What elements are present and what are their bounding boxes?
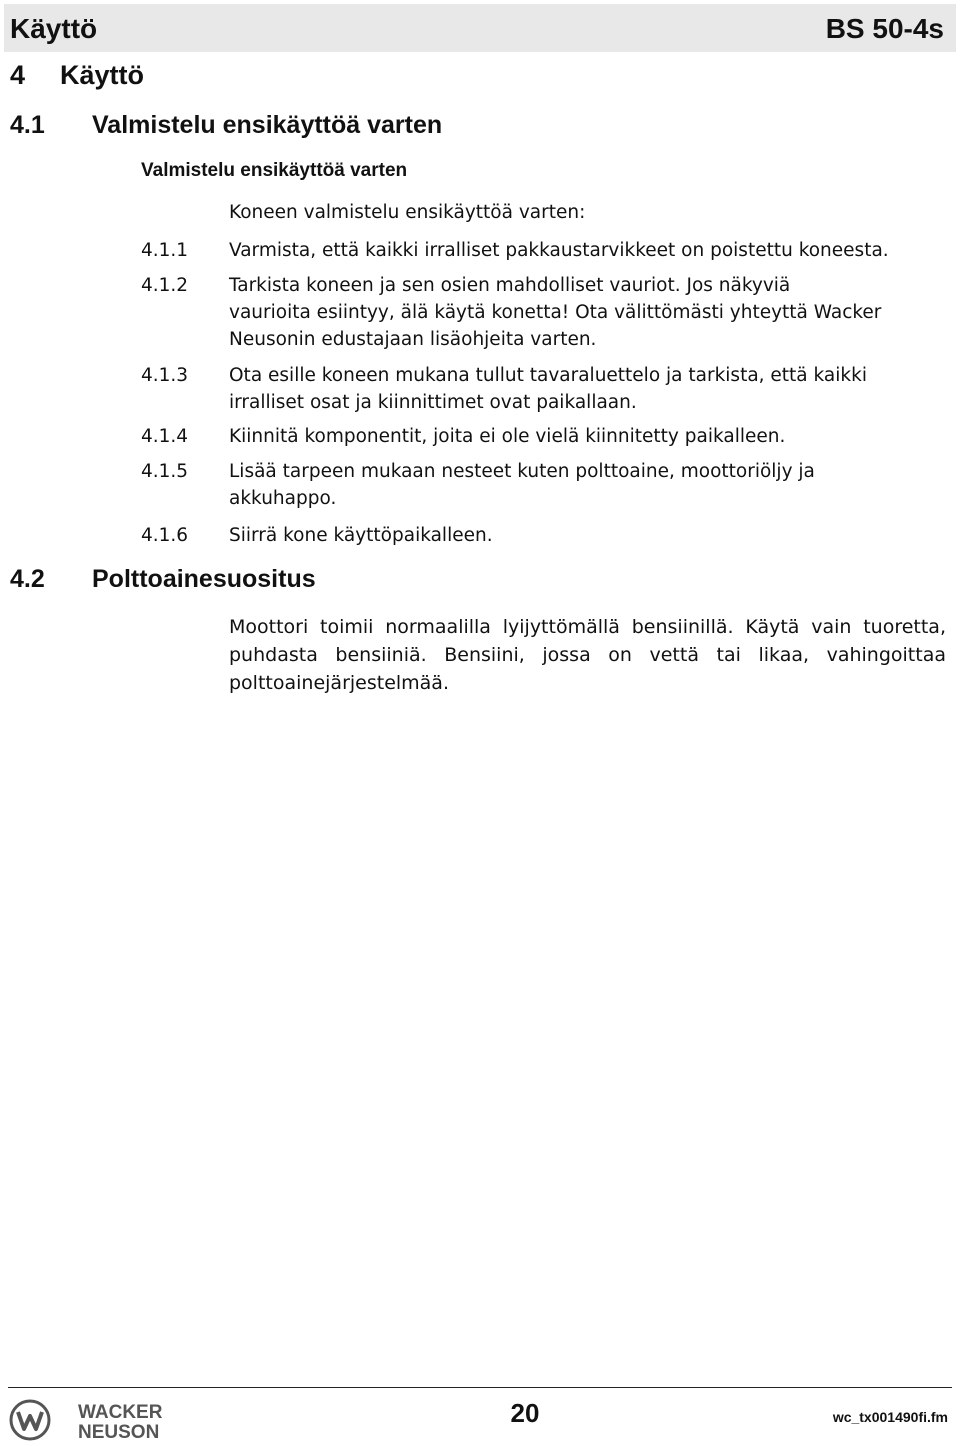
section-heading	[10, 60, 144, 91]
section-number: 4	[10, 60, 26, 90]
step-number: 4.1.4	[141, 426, 189, 447]
page-header	[4, 4, 956, 52]
logo-w-icon	[18, 1412, 42, 1429]
step-number: 4.1.6	[141, 525, 189, 546]
step-line: Varmista, että kaikki irralliset pakkaustarvikkeet on poistettu koneesta.	[229, 240, 889, 261]
subsection-heading-1	[10, 111, 442, 140]
subheading: Valmistelu ensikäyttöä varten	[141, 160, 408, 181]
header-chapter: Käyttö	[10, 13, 98, 44]
header-model: BS 50-4s	[825, 13, 944, 44]
step-line: Ota esille koneen mukana tullut tavaraluettelo ja tarkista, että kaikki	[229, 365, 867, 386]
step-text	[229, 362, 941, 416]
subsection-heading-2	[10, 565, 316, 594]
page-number: 20	[510, 1398, 540, 1428]
step-text	[229, 237, 941, 264]
step-text	[229, 272, 941, 353]
step-number: 4.1.1	[141, 240, 189, 261]
fuel-paragraph: Moottori toimii normaalilla lyijyttömällä bensiinillä. Käytä vain tuoretta, puhdasta bensiiniä. Bensiini, jossa on vettä tai likaa, vahingoittaa polttoainejärjestelmää.	[229, 616, 946, 694]
step-text	[229, 522, 941, 549]
step-number: 4.1.5	[141, 461, 189, 482]
source-filename: wc_tx001490fi.fm	[832, 1409, 948, 1425]
step-line: irralliset osat ja kiinnittimet ovat paikallaan.	[229, 392, 637, 413]
step-line: Siirrä kone käyttöpaikalleen.	[229, 525, 493, 546]
wacker-neuson-logo	[8, 1398, 208, 1442]
step-line: Tarkista koneen ja sen osien mahdolliset vauriot. Jos näkyviä	[229, 275, 791, 296]
step-line: vaurioita esiintyy, älä käytä konetta! Ota välittömästi yhteyttä Wacker	[229, 302, 882, 323]
subsection-title: Polttoainesuositus	[92, 565, 316, 593]
logo-text-1: WACKER	[78, 1402, 163, 1423]
step-number: 4.1.2	[141, 275, 189, 296]
step-line: Neusonin edustajaan lisäohjeita varten.	[229, 329, 597, 350]
subsection-number: 4.1	[10, 111, 45, 139]
step-line: akkuhappo.	[229, 488, 337, 509]
step-text	[229, 423, 941, 450]
logo-text-2: NEUSON	[78, 1422, 160, 1442]
subsection-number: 4.2	[10, 565, 45, 593]
subsection-title: Valmistelu ensikäyttöä varten	[92, 111, 443, 139]
intro-text: Koneen valmistelu ensikäyttöä varten:	[229, 202, 586, 223]
step-text	[229, 458, 941, 512]
section-title: Käyttö	[60, 60, 145, 90]
footer-divider	[8, 1387, 952, 1388]
step-number: 4.1.3	[141, 365, 189, 386]
step-line: Lisää tarpeen mukaan nesteet kuten polttoaine, moottoriöljy ja	[229, 461, 815, 482]
step-line: Kiinnitä komponentit, joita ei ole vielä kiinnitetty paikalleen.	[229, 426, 786, 447]
